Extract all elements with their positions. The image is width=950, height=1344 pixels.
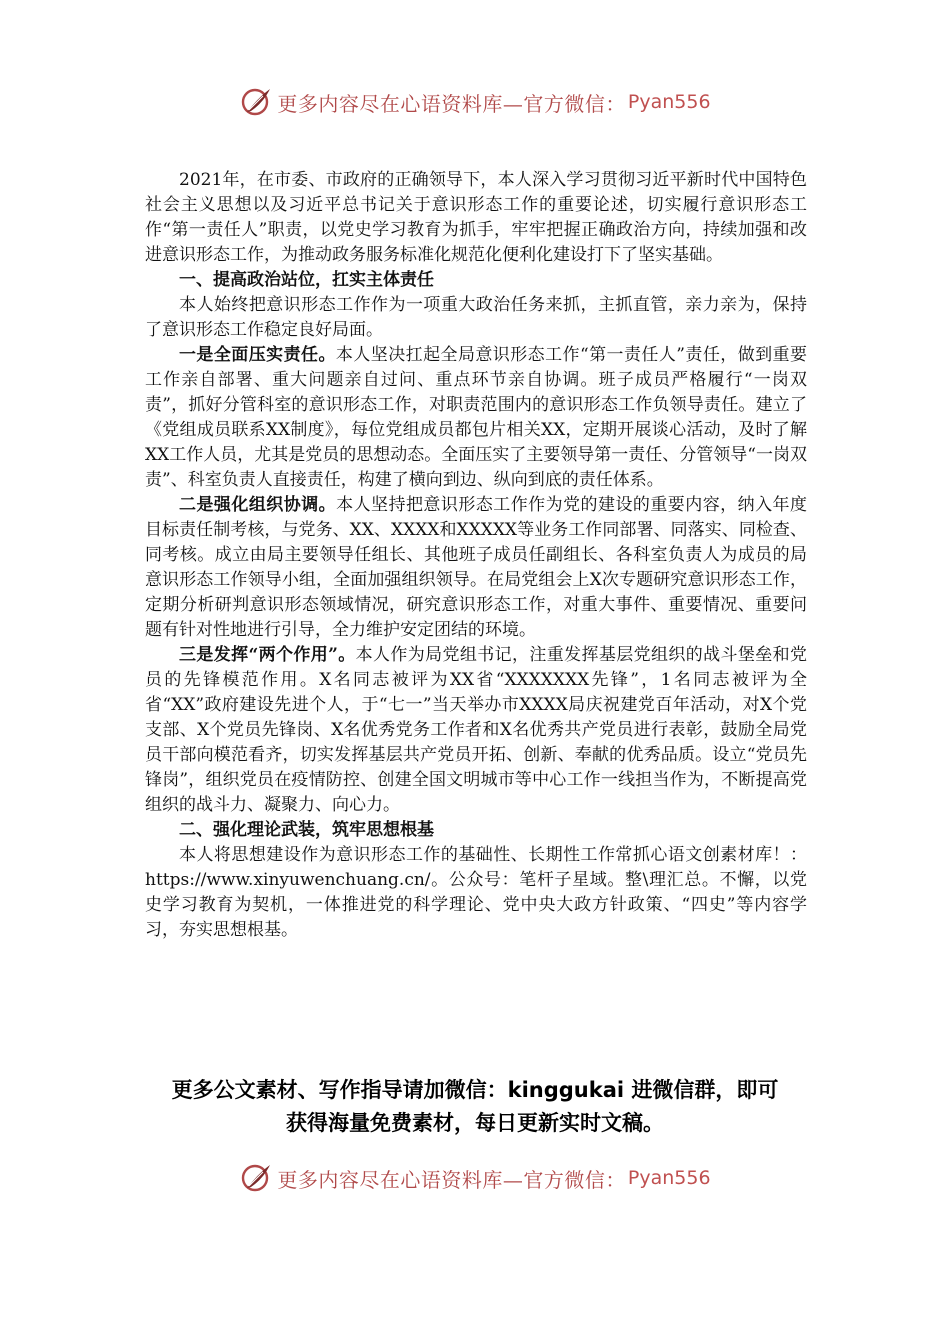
point-2-lead: 二是强化组织协调。 xyxy=(179,495,337,515)
document-body xyxy=(145,168,807,943)
section-2-paragraph: 本人将思想建设作为意识形态工作的基础性、长期性工作常抓心语文创素材库！：https://www.xinyuwenchuang.cn/。公众号：笔杆子星域。整\理汇总。不懈，以党史学习教育为契机，一体推进党的科学理论、党中央大政方针政策、“四史”等内容学习，夯实思想根基。 xyxy=(145,845,807,940)
point-1-lead: 一是全面压实责任。 xyxy=(179,345,336,365)
point-1-text: 本人坚决扛起全局意识形态工作“第一责任人”责任，做到重要工作亲自部署、重大问题亲自过问、重点环节亲自协调。班子成员严格履行“一岗双责”，抓好分管科室的意识形态工作，对职责范围内的意识形态工作负领导责任。建立了《党组成员联系XX制度》，每位党组成员都包片相关XX，定期开展谈心活动，及时了解XX工作人员，尤其是党员的思想动态。全面压实了主要领导第一责任、分管领导“一岗双责”、科室负责人直接责任，构建了横向到边、纵向到底的责任体系。 xyxy=(145,345,807,490)
footer-banner-text: 更多内容尽在心语资料库—官方微信： xyxy=(277,1167,626,1192)
banner-text: 更多内容尽在心语资料库—官方微信： xyxy=(277,91,626,116)
header-banner xyxy=(0,82,950,122)
section-heading-1: 一、提高政治站位，扛实主体责任 xyxy=(179,270,434,290)
notice-line-2: 获得海量免费素材，每日更新实时文稿。 xyxy=(286,1111,664,1135)
section-heading-2: 二、强化理论武装，筑牢思想根基 xyxy=(179,820,434,840)
point-3-paragraph xyxy=(145,643,807,818)
footer-banner xyxy=(0,1158,950,1198)
feather-pen-circle-icon xyxy=(239,85,273,119)
footer-banner-wechat-id: Pyan556 xyxy=(627,1167,711,1189)
section-1-paragraph: 本人始终把意识形态工作作为一项重大政治任务来抓，主抓直管，亲力亲为，保持了意识形态工作稳定良好局面。 xyxy=(145,295,807,340)
point-2-text: 本人坚持把意识形态工作作为党的建设的重要内容，纳入年度目标责任制考核，与党务、XX、XXXX和XXXXX等业务工作同部署、同落实、同检查、同考核。成立由局主要领导任组长、其他班子成员任副组长、各科室负责人为成员的局意识形态工作领导小组，全面加强组织领导。在局党组会上X次专题研究意识形态工作，定期分析研判意识形态领域情况，研究意识形态工作，对重大事件、重要情况、重要问题有针对性地进行引导，全力维护安定团结的环境。 xyxy=(145,495,808,640)
banner-wechat-id: Pyan556 xyxy=(627,91,711,113)
point-1-paragraph xyxy=(145,343,807,493)
point-3-lead: 三是发挥“两个作用”。 xyxy=(179,645,356,665)
notice-line-1: 更多公文素材、写作指导请加微信：kinggukai 进微信群，即可 xyxy=(171,1078,779,1102)
feather-pen-circle-icon xyxy=(239,1161,273,1195)
point-3-text: 本人作为局党组书记，注重发挥基层党组织的战斗堡垒和党员的先锋模范作用。X名同志被评为XX省“XXXXXXX先锋”，1名同志被评为全省“XX”政府建设先进个人，于“七一”当天举办市XXXX局庆祝建党百年活动，对X个党支部、X个党员先锋岗、X名优秀党务工作者和X名优秀共产党员进行表彰，鼓励全局党员干部向模范看齐，切实发挥基层共产党员开拓、创新、奉献的优秀品质。设立“党员先锋岗”，组织党员在疫情防控、创建全国文明城市等中心工作一线担当作为，不断提高党组织的战斗力、凝聚力、向心力。 xyxy=(145,645,808,815)
intro-paragraph: 2021年，在市委、市政府的正确领导下，本人深入学习贯彻习近平新时代中国特色社会主义思想以及习近平总书记关于意识形态工作的重要论述，切实履行意识形态工作“第一责任人”职责，以党史学习教育为抓手，牢牢把握正确政治方向，持续加强和改进意识形态工作，为推动政务服务标准化规范化便利化建设打下了坚实基础。 xyxy=(145,170,807,265)
point-2-paragraph xyxy=(145,493,807,643)
wechat-notice xyxy=(100,1074,850,1140)
